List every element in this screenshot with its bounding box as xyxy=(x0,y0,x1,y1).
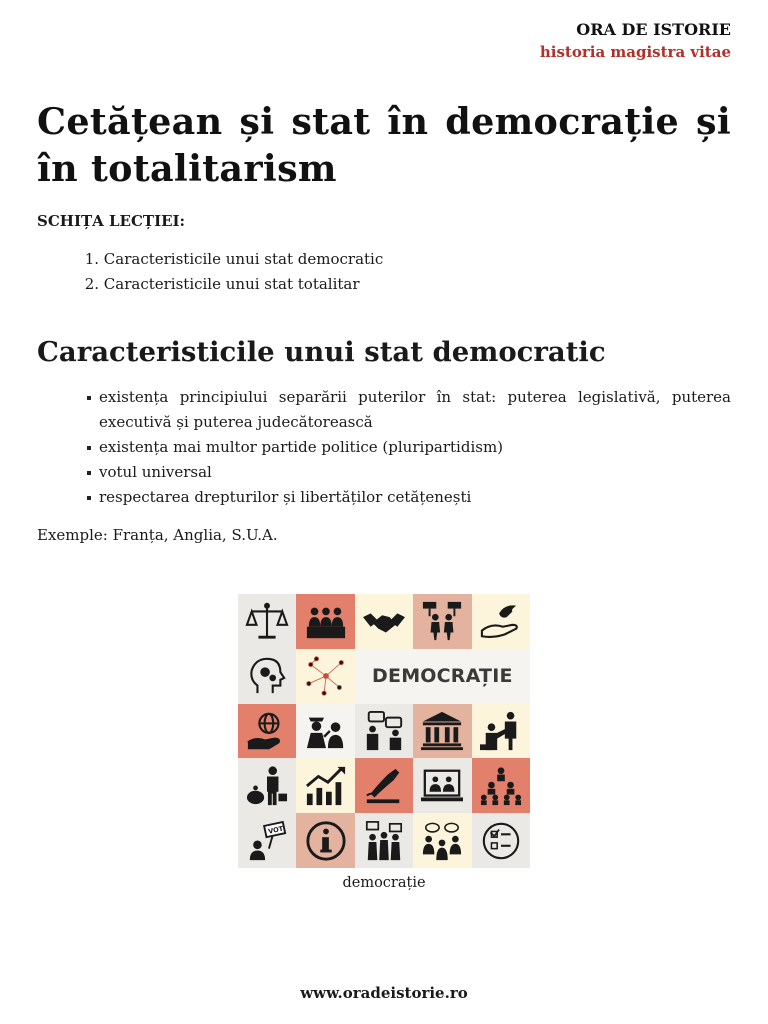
icon-tile xyxy=(238,649,296,704)
government-building-icon xyxy=(419,710,465,752)
outline-item-text: Caracteristicile unui stat totalitar xyxy=(103,275,360,293)
icon-tile xyxy=(355,813,413,868)
outline-item-number: 1. xyxy=(84,250,99,268)
characteristic-item: votul universal xyxy=(86,460,731,485)
growth-chart-icon xyxy=(303,765,349,807)
vote-sign-text: VOT xyxy=(267,824,285,836)
rally-icon xyxy=(361,820,407,862)
journalist-icon xyxy=(303,710,349,752)
icon-tile xyxy=(413,758,471,813)
site-motto: historia magistra vitae xyxy=(539,43,731,61)
outline-item-number: 2. xyxy=(84,275,99,293)
outline-item-text: Caracteristicile unui stat democratic xyxy=(103,250,384,268)
outline-item xyxy=(70,247,383,272)
outline-item xyxy=(70,272,383,297)
icon-tile xyxy=(413,813,471,868)
icon-tile xyxy=(296,813,354,868)
discussion-icon xyxy=(419,820,465,862)
icon-tile xyxy=(355,704,413,759)
handshake-icon xyxy=(361,600,407,642)
icon-tile xyxy=(472,594,530,649)
icon-tile xyxy=(238,594,296,649)
icon-tile xyxy=(413,594,471,649)
online-meeting-icon xyxy=(419,765,465,807)
helping-hand-icon xyxy=(478,710,524,752)
icon-tile xyxy=(413,704,471,759)
figure-caption: democrație xyxy=(342,875,426,891)
vote-sign-icon xyxy=(244,820,290,862)
site-header xyxy=(540,20,731,64)
icon-tile xyxy=(296,649,354,704)
info-icon xyxy=(303,820,349,862)
icon-tile xyxy=(296,594,354,649)
icon-tile xyxy=(472,813,530,868)
characteristic-item: existența mai multor partide politice (pluripartidism) xyxy=(86,435,731,460)
icon-tile xyxy=(238,704,296,759)
section-heading: Caracteristicile unui stat democratic xyxy=(37,336,606,368)
icon-tile xyxy=(472,704,530,759)
icon-tile xyxy=(472,758,530,813)
characteristics-list xyxy=(86,385,731,510)
democracy-icon-grid xyxy=(238,594,530,868)
characteristic-item: respectarea drepturilor și libertăților cetățenești xyxy=(86,485,731,510)
site-name: ORA DE ISTORIE xyxy=(576,20,731,39)
examples-text: Exemple: Franța, Anglia, S.U.A. xyxy=(37,526,278,544)
outline-list xyxy=(70,247,383,297)
parliament-group-icon xyxy=(303,600,349,642)
icon-tile xyxy=(355,594,413,649)
hierarchy-icon xyxy=(478,765,524,807)
icon-tile xyxy=(238,758,296,813)
characteristic-item: existența principiului separării puterilor în stat: puterea legislativă, puterea executivă și puterea judecătorească xyxy=(86,385,731,435)
dove-hand-icon xyxy=(478,600,524,642)
icon-tile xyxy=(355,758,413,813)
citizen-piggy-bank-icon xyxy=(244,765,290,807)
protesters-icon xyxy=(419,600,465,642)
checklist-icon xyxy=(478,820,524,862)
icon-tile xyxy=(296,758,354,813)
scales-of-justice-icon xyxy=(244,600,290,642)
globe-hand-icon xyxy=(244,710,290,752)
democracy-banner: DEMOCRAȚIE xyxy=(355,649,530,704)
debate-icon xyxy=(361,710,407,752)
outline-label: SCHIȚA LECȚIEI: xyxy=(37,212,186,230)
icon-tile xyxy=(296,704,354,759)
icon-tile xyxy=(238,813,296,868)
head-gears-icon xyxy=(244,655,290,697)
page-title: Cetățean și stat în democrație și în totalitarism xyxy=(37,100,731,190)
signing-hand-icon xyxy=(361,765,407,807)
network-icon xyxy=(303,655,349,697)
footer-url: www.oradeistorie.ro xyxy=(300,984,468,1002)
